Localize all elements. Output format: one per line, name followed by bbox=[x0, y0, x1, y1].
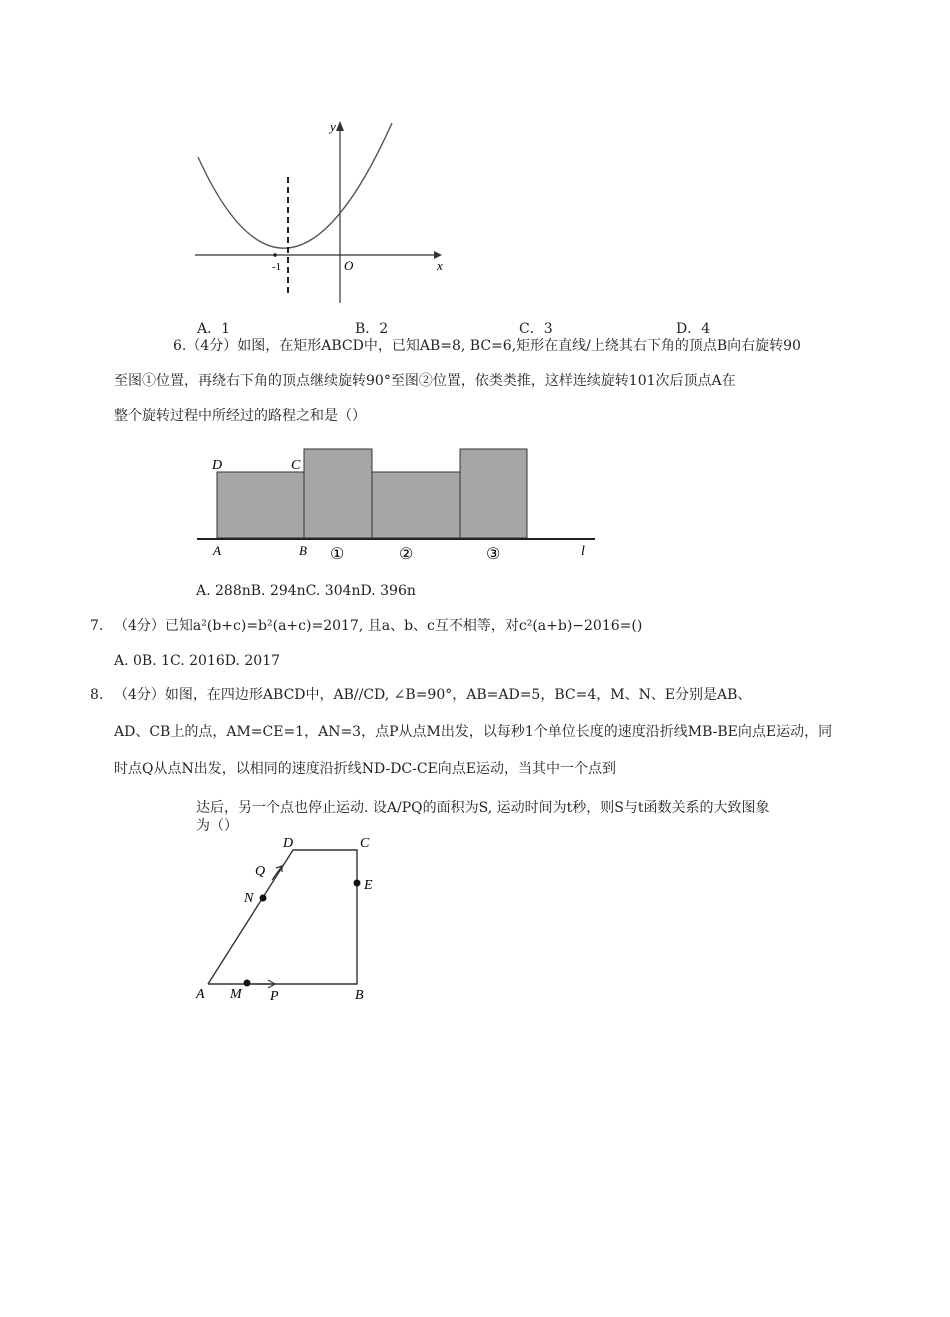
q5-parabola-graph bbox=[190, 115, 460, 315]
label-B: B bbox=[355, 988, 364, 1003]
q8-number: 8. bbox=[90, 687, 104, 703]
q7-number: 7. bbox=[90, 618, 104, 634]
point-E bbox=[354, 880, 361, 887]
q5-option-c[interactable]: C．3 bbox=[519, 321, 553, 337]
label-circle-1: ① bbox=[330, 546, 345, 563]
label-circle-2: ② bbox=[399, 546, 414, 563]
label-circle-3: ③ bbox=[486, 546, 501, 563]
label-D: D bbox=[283, 836, 294, 851]
q8-line-2: AD、CB上的点，AM=CE=1，AN=3，点P从点M出发，以每秒1个单位长度的速度沿折线MB-BE向点E运动，同 bbox=[114, 724, 833, 740]
label-M: M bbox=[230, 987, 242, 1002]
q8-line-4: 达后，另一个点也停止运动. 设A/PQ的面积为S, 运动时间为t秒，则S与t函数关系的大致图象 bbox=[196, 800, 770, 816]
label-C: C bbox=[360, 836, 370, 851]
q6-line-3: 整个旋转过程中所经过的路程之和是（） bbox=[114, 408, 366, 424]
q5-option-d[interactable]: D．4 bbox=[676, 321, 711, 337]
point-M bbox=[244, 980, 251, 987]
label-B: B bbox=[299, 543, 307, 558]
label-A: A bbox=[213, 543, 221, 558]
q8-line-5: 为（） bbox=[196, 818, 238, 834]
q5-option-b[interactable]: B．2 bbox=[355, 321, 389, 337]
q8-line-1: （4分）如图，在四边形ABCD中，AB//CD, ∠B=90°，AB=AD=5，BC=4，M、N、E分别是AB、 bbox=[114, 687, 752, 703]
label-y: y bbox=[330, 119, 336, 134]
q6-options[interactable]: A. 288nB. 294nC. 304nD. 396n bbox=[196, 583, 416, 599]
rect-position-3 bbox=[460, 449, 527, 538]
q6-rectangles-figure bbox=[195, 440, 605, 565]
label-C: C bbox=[291, 458, 301, 473]
label-N: N bbox=[244, 891, 254, 906]
q7-text: （4分）已知a²(b+c)=b²(a+c)=2017, 且a、b、c互不相等，对c²(a+b)−2016=() bbox=[114, 618, 643, 634]
y-axis-arrow bbox=[336, 121, 344, 131]
label-x: x bbox=[437, 258, 443, 273]
label-E: E bbox=[364, 878, 373, 893]
q6-line-2: 至图①位置，再绕右下角的顶点继续旋转90°至图②位置，依类类推，这样连续旋转101次后顶点A在 bbox=[114, 373, 736, 389]
label-P: P bbox=[270, 989, 279, 1004]
label-A: A bbox=[196, 987, 205, 1002]
parabola-curve bbox=[198, 123, 392, 248]
q8-trapezoid-figure bbox=[190, 832, 390, 1004]
rect-position-2 bbox=[372, 472, 460, 538]
label-neg-one: -1 bbox=[272, 261, 282, 273]
point-neg-one bbox=[273, 253, 277, 257]
rect-position-1 bbox=[304, 449, 372, 538]
point-N bbox=[260, 895, 267, 902]
label-origin: O bbox=[344, 258, 354, 273]
q6-line-1: 6.（4分）如图，在矩形ABCD中，已知AB=8, BC=6,矩形在直线/上绕其右下角的顶点B向右旋转90 bbox=[173, 338, 801, 354]
q5-option-a[interactable]: A．1 bbox=[197, 321, 231, 337]
label-l: l bbox=[581, 544, 585, 559]
rect-abcd bbox=[217, 472, 304, 538]
q7-options[interactable]: A. 0B. 1C. 2016D. 2017 bbox=[114, 653, 281, 669]
q8-line-3: 时点Q从点N出发，以相同的速度沿折线ND-DC-CE向点E运动，当其中一个点到 bbox=[114, 761, 617, 777]
label-Q: Q bbox=[255, 864, 266, 879]
label-D: D bbox=[212, 458, 223, 473]
